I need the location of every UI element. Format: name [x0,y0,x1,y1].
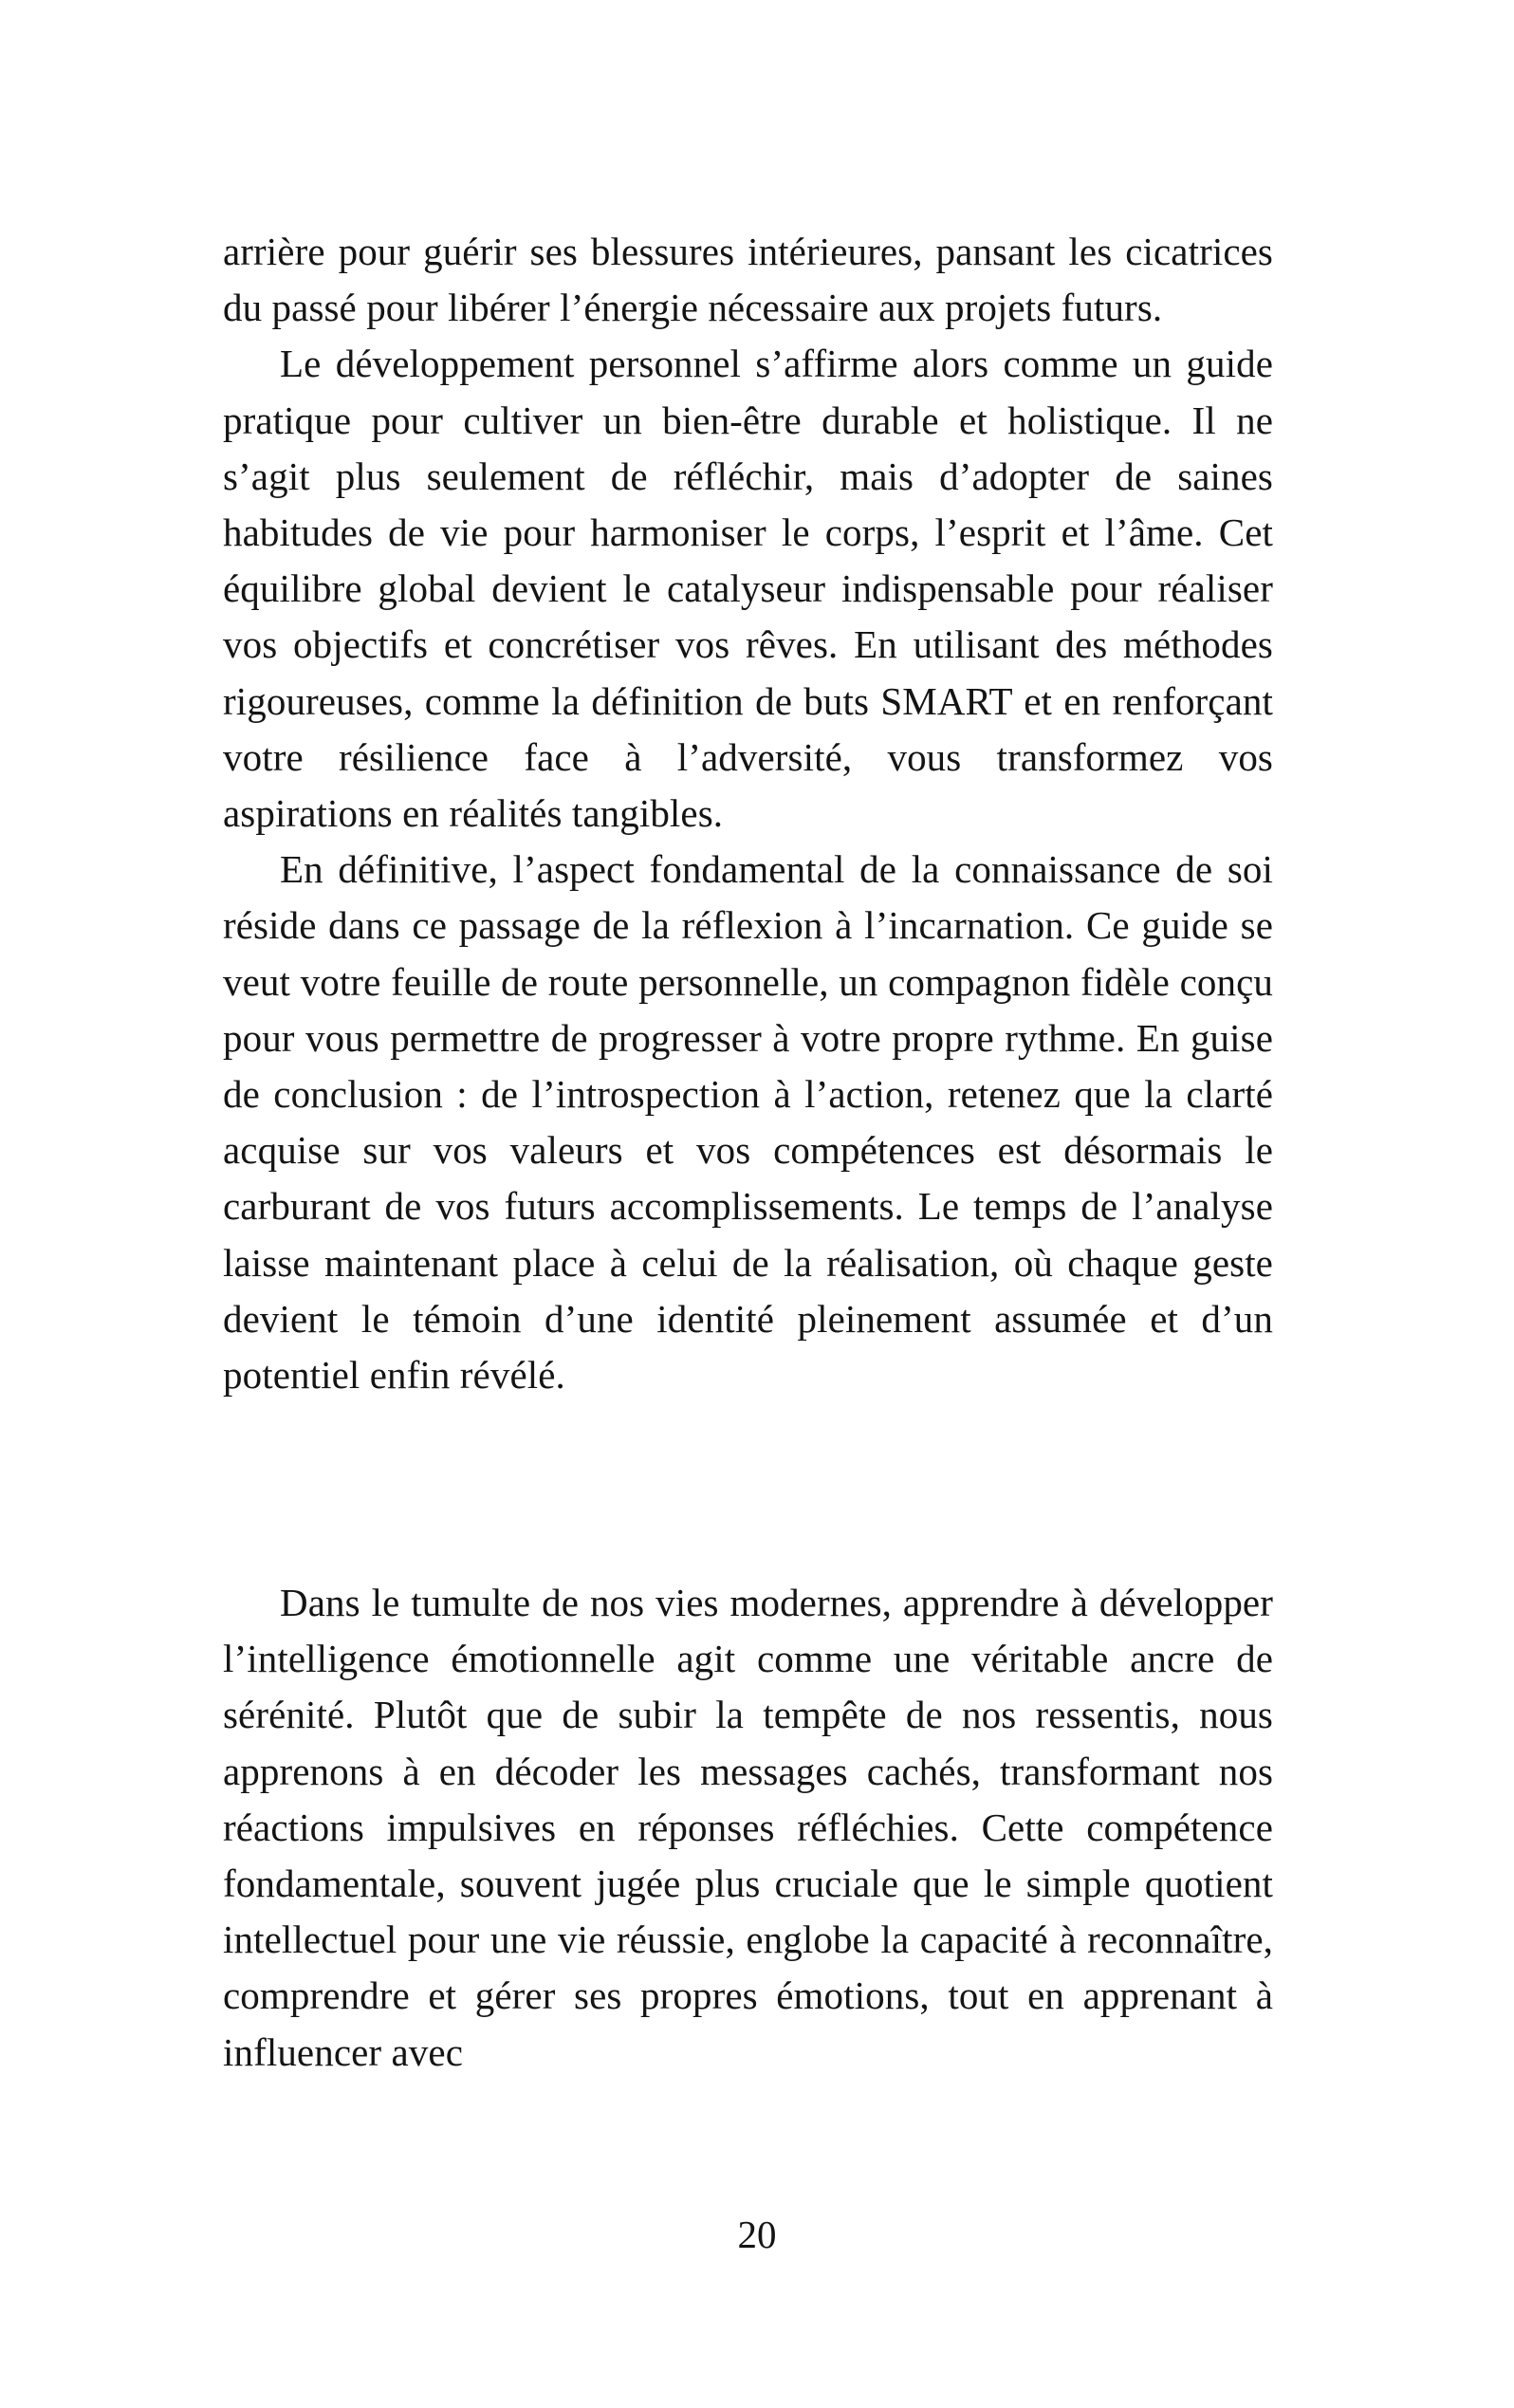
text-section-one [223,224,1273,1403]
page-number: 20 [737,2213,777,2256]
paragraph-emotional-intelligence: Dans le tumulte de nos vies modernes, apprendre à développer l’intelligence émotionnelle agit comme une véritable ancre de sérénité. Plutôt que de subir la tempête de nos ressentis, nous apprenons à en décoder les messages cachés, transformant nos réactions impulsives en réponses réfléchies. Cette compétence fondamentale, souvent jugée plus cruciale que le simple quotient intellectuel pour une vie réussie, englobe la capacité à reconnaître, comprendre et gérer ses propres émotions, tout en apprenant à influencer avec [223,1581,1273,2074]
text-section-two [223,1575,1273,2081]
paragraph-conclusion: En définitive, l’aspect fondamental de la connaissance de soi réside dans ce passage de la réflexion à l’incarnation. Ce guide se veut votre feuille de route personnelle, un compagnon fidèle conçu pour vous permettre de progresser à votre propre rythme. En guise de conclusion : de l’introspection à l’action, retenez que la clarté acquise sur vos valeurs et vos compétences est désormais le carburant de vos futurs accomplissements. Le temps de l’analyse laisse maintenant place à celui de la réalisation, où chaque geste devient le témoin d’une identité pleinement assumée et d’un potentiel enfin révélé. [223,847,1273,1398]
paragraph-personal-development: Le développement personnel s’affirme alors comme un guide pratique pour cultiver un bien-être durable et holistique. Il ne s’agit plus seulement de réfléchir, mais d’adopter de saines habitudes de vie pour harmoniser le corps, l’esprit et l’âme. Cet équilibre global devient le catalyseur indispensable pour réaliser vos objectifs et concrétiser vos rêves. En utilisant des méthodes rigoureuses, comme la définition de buts SMART et en renforçant votre résilience face à l’adversité, vous transformez vos aspirations en réalités tangibles. [223,342,1273,836]
paragraph-continuation: arrière pour guérir ses blessures intérieures, pansant les cicatrices du passé pour libérer l’énergie nécessaire aux projets futurs. [223,230,1273,330]
